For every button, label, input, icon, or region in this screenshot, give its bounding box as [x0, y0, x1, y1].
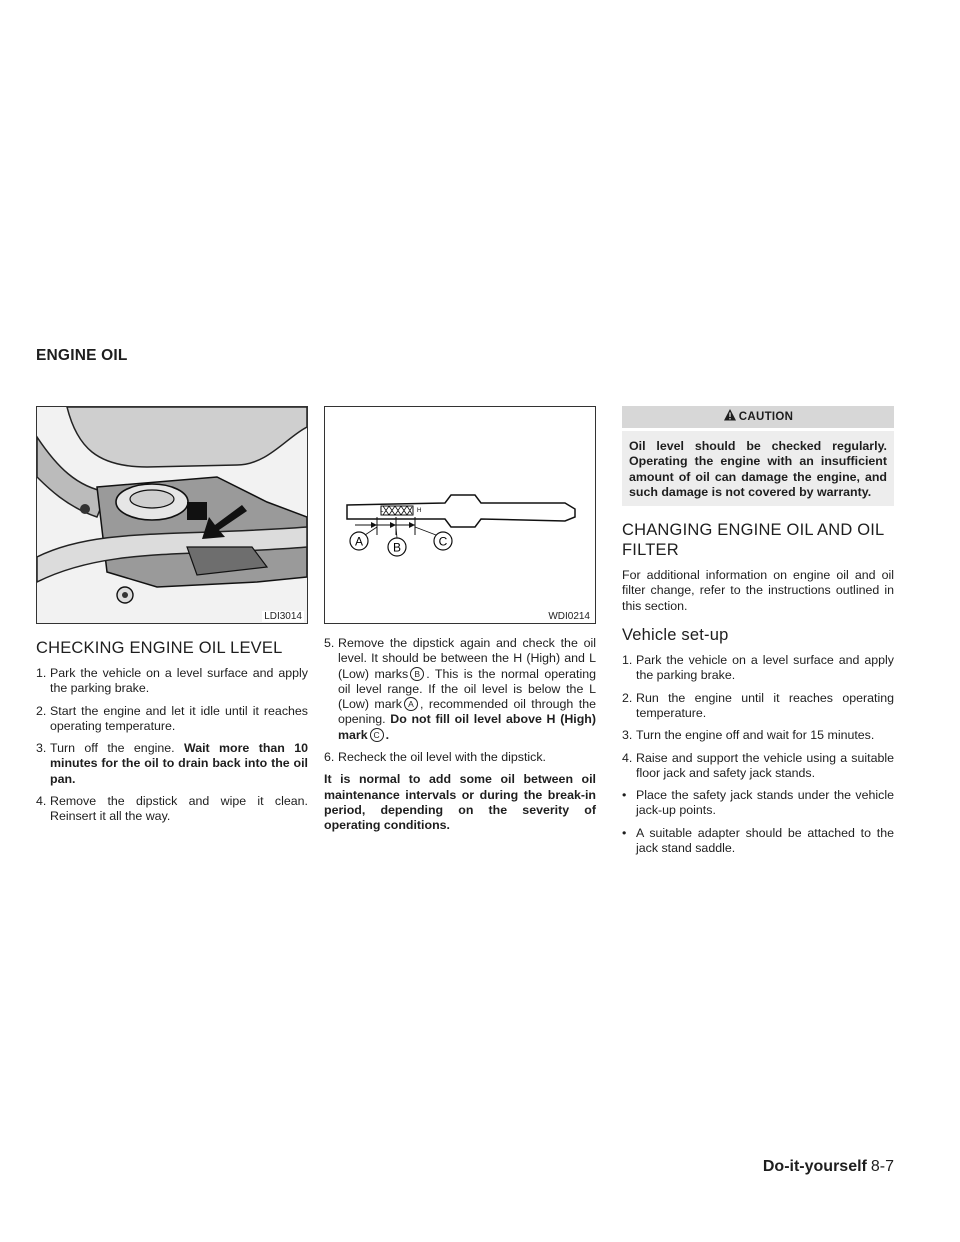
column-3 [622, 406, 894, 863]
list-item: 3. Turn off the engine. Wait more than 10 minutes for the oil to drain back into the oil pan. [36, 741, 309, 786]
column-2 [324, 406, 596, 840]
chapter-name: Do-it-yourself [762, 1158, 867, 1175]
engine-figure [36, 406, 308, 624]
caution-text: Oil level should be checked regularly. Operating the engine with an insufficient amount of oil can damage the engine, and such damage is not covered by warranty. [622, 431, 894, 506]
changing-title: CHANGING ENGINE OIL AND OIL FILTER [622, 521, 884, 560]
list-item: 4. Remove the dipstick and wipe it clean. Reinsert it all the way. [36, 794, 308, 824]
list-item: 3. Turn the engine off and wait for 15 minutes. [622, 728, 875, 743]
svg-text:H: H [417, 508, 422, 514]
list-item: 5. Remove the dipstick again and check the oil level. It should be between the H (High) and L (Low) marks B . This is the normal operating oil level range. If the oil level is below the L (Low) mark A , recommended oil through the opening. Do not fill oil level above H (High) mark C . [324, 636, 596, 742]
mark-a-symbol: A [404, 697, 418, 711]
list-item: 1. Park the vehicle on a level surface and apply the parking brake. [622, 653, 894, 683]
mark-b-symbol: B [410, 667, 424, 681]
checking-steps [36, 666, 308, 825]
page-footer [763, 1158, 894, 1176]
setup-bullets [622, 788, 894, 856]
section-title: ENGINE OIL [36, 347, 128, 364]
caution-label: CAUTION [738, 411, 794, 423]
checking-title: CHECKING ENGINE OIL LEVEL [36, 639, 283, 657]
dipstick-illustration [325, 407, 595, 623]
mark-c-label: C [438, 534, 448, 549]
checking-steps-continued [324, 636, 596, 765]
list-item: 2. Run the engine until it reaches operating temperature. [622, 690, 894, 720]
page-number: 8-7 [870, 1158, 894, 1175]
mark-a-label: A [354, 534, 364, 549]
list-item: 6. Recheck the oil level with the dipstick. [324, 750, 546, 765]
dipstick-figure [324, 406, 596, 624]
mark-c-symbol: C [370, 728, 384, 742]
figure-id: LDI3014 [264, 611, 302, 622]
setup-title: Vehicle set-up [622, 626, 729, 645]
normal-note: It is normal to add some oil between oil maintenance intervals or during the break-in period, depending on the severity of operating conditions. [324, 772, 596, 833]
list-item: • Place the safety jack stands under the vehicle jack-up points. [622, 788, 894, 818]
setup-steps [622, 653, 894, 781]
list-item: 1. Park the vehicle on a level surface and apply the parking brake. [36, 666, 308, 696]
changing-intro: For additional information on engine oil and oil filter change, refer to the instructions outlined in this section. [622, 568, 894, 613]
list-item: • A suitable adapter should be attached to the jack stand saddle. [622, 825, 894, 856]
column-1 [36, 406, 308, 832]
svg-text:L: L [380, 508, 384, 514]
warning-icon [723, 408, 737, 422]
figure-id: WDI0214 [548, 611, 590, 622]
list-item: 4. Raise and support the vehicle using a suitable floor jack and safety jack stands. [622, 750, 894, 780]
list-item: 2. Start the engine and let it idle until it reaches operating temperature. [36, 703, 308, 733]
engine-illustration [37, 407, 307, 623]
caution-header [622, 406, 894, 428]
mark-b-label: B [392, 540, 402, 555]
